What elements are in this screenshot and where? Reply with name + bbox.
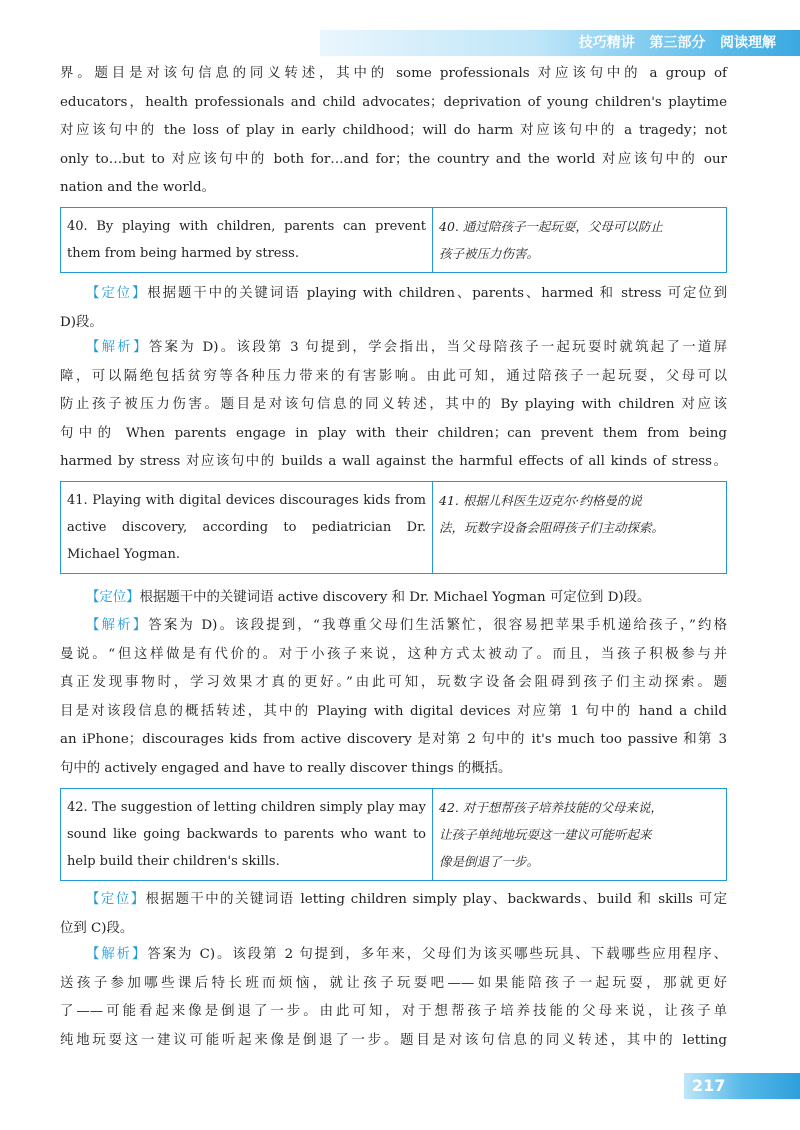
text-line: 法，玩数字设备会阻碍孩子们主动探索。 <box>439 520 665 535</box>
text-line: 纯地玩耍这一建议可能听起来像是倒退了一步。题目是对该句信息的同义转述，其中的 letting <box>60 1032 727 1048</box>
text-line: 对应该句中的 the loss of play in early childhood；will do harm 对应该句中的 a tragedy；not <box>60 123 727 139</box>
text-span: 答案为 D)。该段提到，“我尊重父母们生活繁忙，很容易把苹果手机递给孩子，”约格 <box>148 618 727 633</box>
text-line: 目是对该段信息的概括转述，其中的 Playing with digital devices 对应第 1 句中的 hand a child <box>60 703 727 719</box>
text-line <box>60 280 727 309</box>
text-line <box>60 941 727 970</box>
text-line: 了——可能看起来像是倒退了一步。由此可知，对于想帮孩子培养技能的父母来说，让孩子单 <box>60 1004 727 1020</box>
text-line: active discovery, according to pediatrician Dr. <box>67 520 426 535</box>
question-41-chinese <box>433 482 726 573</box>
text-line: nation and the world。 <box>60 180 216 196</box>
text-line: D)段。 <box>60 314 103 330</box>
text-line: harmed by stress 对应该句中的 builds a wall against the harmful effects of all kinds of stress。 <box>60 454 727 470</box>
locate-tag: 【定位】 <box>86 286 148 301</box>
locate-tag: 【定位】 <box>86 590 140 605</box>
analysis-tag: 【解析】 <box>86 618 149 633</box>
text-line: educators，health professionals and child advocates；deprivation of young children's playtime <box>60 94 727 110</box>
q42-analysis-paragraph <box>60 941 727 1055</box>
text-line: 42. The suggestion of letting children simply play may <box>67 800 426 815</box>
text-line: 界。题目是对该句信息的同义转述，其中的 some professionals 对应该句中的 a group of <box>60 66 727 81</box>
text-span: 根据题干中的关键词语 playing with children、parents、harmed 和 stress 可定位到 <box>147 286 727 301</box>
q41-analysis-paragraph <box>60 612 727 784</box>
text-line: 真正发现事物时，学习效果才真的更好。”由此可知，玩数字设备会阻碍到孩子们主动探索。题 <box>60 675 727 691</box>
text-line: 像是倒退了一步。 <box>439 854 540 869</box>
text-line: 送孩子参加哪些课后特长班而烦恼，就让孩子玩耍吧——如果能陪孩子一起玩耍，那就更好 <box>60 975 727 991</box>
text-line: 让孩子单纯地玩耍这一建议可能听起来 <box>439 827 652 842</box>
page-header-title: 技巧精讲 第三部分 阅读理解 <box>578 35 776 51</box>
text-line: sound like going backwards to parents who want to <box>67 827 426 842</box>
text-line: 句中的 When parents engage in play with their children；can prevent them from being <box>60 425 727 441</box>
text-span: 根据题干中的关键词语 letting children simply play、backwards、build 和 skills 可定 <box>145 892 727 907</box>
question-41-box <box>60 481 727 574</box>
text-line: Michael Yogman. <box>67 547 181 562</box>
text-line <box>60 584 727 613</box>
question-42-box <box>60 788 727 881</box>
text-line <box>60 334 727 363</box>
text-line: only to…but to 对应该句中的 both for…and for；the country and the world 对应该句中的 our <box>60 151 727 167</box>
q42-locate-paragraph <box>60 886 727 943</box>
intro-paragraph <box>60 60 727 203</box>
analysis-tag: 【解析】 <box>86 340 149 355</box>
question-42-chinese <box>433 789 726 880</box>
q40-locate-paragraph <box>60 280 727 337</box>
text-line: an iPhone；discourages kids from active discovery 是对第 2 句中的 it's much too passive 和第 3 <box>60 732 727 748</box>
analysis-tag: 【解析】 <box>86 947 148 962</box>
text-line: 句中的 actively engaged and have to really discover things 的概括。 <box>60 760 512 776</box>
text-line: 42. 对于想帮孩子培养技能的父母来说， <box>439 800 663 815</box>
text-line: them from being harmed by stress. <box>67 246 299 261</box>
text-line: 40. By playing with children, parents can prevent <box>67 219 426 234</box>
text-span: 答案为 C)。该段第 2 句提到，多年来，父母们为该买哪些玩具、下载哪些应用程序、 <box>147 947 727 962</box>
text-line: 防止孩子被压力伤害。题目是对该句信息的同义转述，其中的 By playing with children 对应该 <box>60 397 727 413</box>
q41-locate-paragraph <box>60 584 727 613</box>
text-line <box>60 612 727 641</box>
text-line <box>60 886 727 915</box>
question-41-english <box>61 482 433 573</box>
text-line: help build their children's skills. <box>67 854 280 869</box>
question-40-english <box>61 208 433 272</box>
question-40-chinese <box>433 208 726 272</box>
text-span: 答案为 D)。该段第 3 句提到，学会指出，当父母陪孩子一起玩耍时就筑起了一道屏 <box>148 340 728 355</box>
locate-tag: 【定位】 <box>86 892 146 907</box>
text-line: 41. 根据儿科医生迈克尔·约格曼的说 <box>439 493 642 508</box>
text-line: 孩子被压力伤害。 <box>439 246 540 261</box>
page-number: 217 <box>692 1076 726 1095</box>
text-line: 障，可以隔绝包括贫穷等各种压力带来的有害影响。由此可知，通过陪孩子一起玩耍，父母可以 <box>60 368 727 384</box>
text-line: 位到 C)段。 <box>60 920 134 936</box>
question-40-box <box>60 207 727 273</box>
text-line: 曼说。“但这样做是有代价的。对于小孩子来说，这种方式太被动了。而且，当孩子积极参与并 <box>60 646 727 662</box>
text-span: 根据题干中的关键词语 active discovery 和 Dr. Michael Yogman 可定位到 D)段。 <box>139 590 651 605</box>
question-42-english <box>61 789 433 880</box>
text-line: 40. 通过陪孩子一起玩耍，父母可以防止 <box>439 219 663 234</box>
text-line: 41. Playing with digital devices discourages kids from <box>67 493 426 508</box>
q40-analysis-paragraph <box>60 334 727 477</box>
